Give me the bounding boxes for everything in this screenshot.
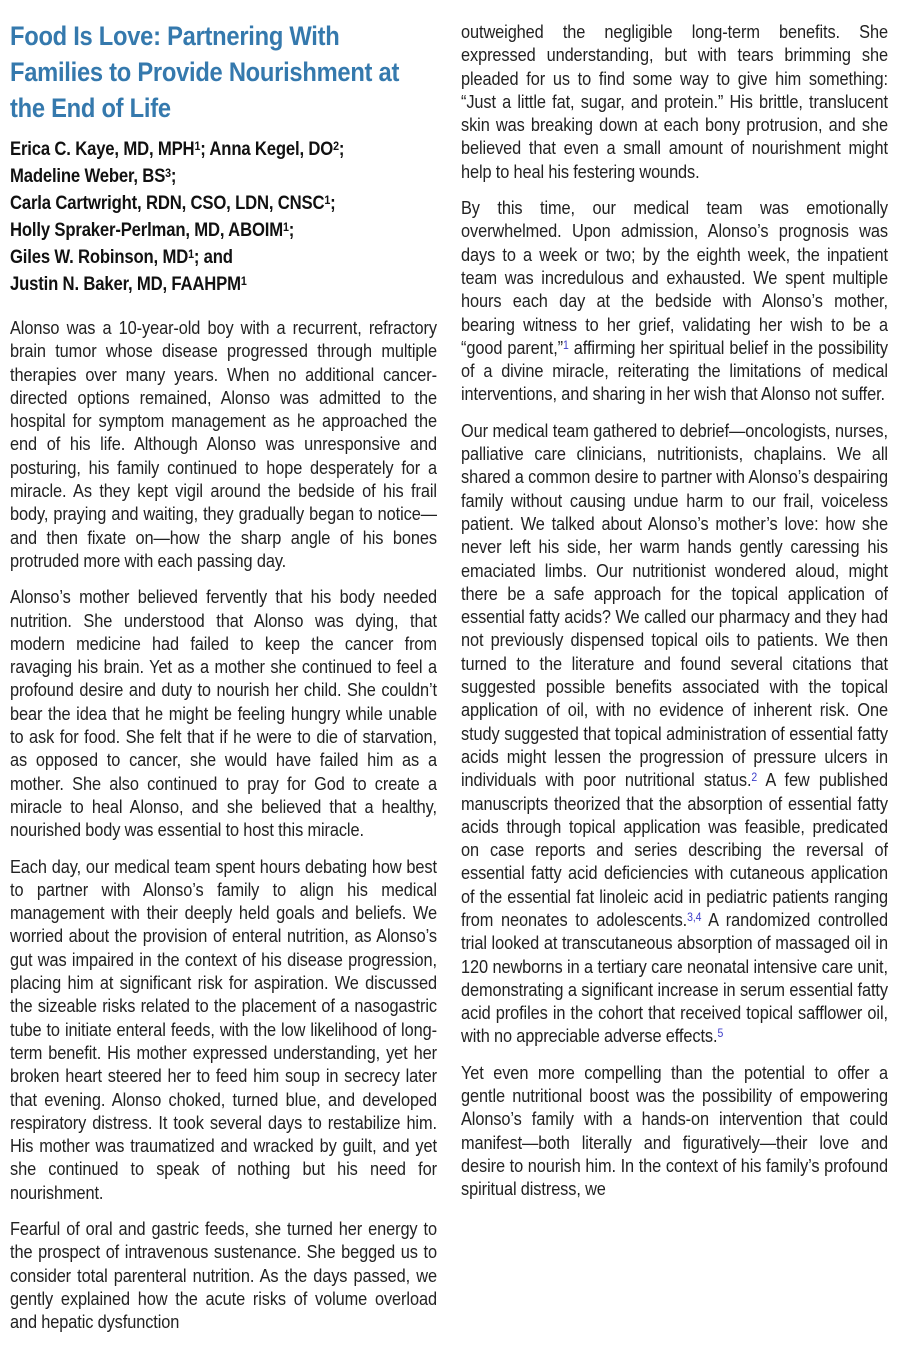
- reference-link[interactable]: 1: [563, 337, 569, 352]
- paragraph: By this time, our medical team was emotionally overwhelmed. Upon admission, Alonso’s prognosis was days to a week or two; by the eighth week, the inpatient team was incredulous and exhausted. We spent multiple hours each day at the bedside with Alonso’s mother, bearing witness to her grief, validating her wish to be a “good parent,”$^1$ affirming her spiritual belief in the possibility of a divine miracle, reiterating the limitations of medical interventions, and sharing in her wish that Alonso not suffer.: [461, 197, 888, 405]
- paragraph: Yet even more compelling than the potential to offer a gentle nutritional boost was the possibility of empowering Alonso’s family with a hands-on intervention that could manifest—both literally and figuratively—their love and desire to nourish him. In the context of his family’s profound spiritual distress, we: [461, 1061, 888, 1200]
- reference-link[interactable]: 5: [717, 1026, 724, 1041]
- paragraph: Fearful of oral and gastric feeds, she turned her energy to the prospect of intravenous sustenance. She begged us to consider total parenteral nutrition. As the days passed, we gently explained how the acute risks of volume overload and hepatic dysfunction: [10, 1217, 437, 1333]
- affiliation-marker: 1: [324, 192, 331, 207]
- affiliation-marker: 3: [165, 165, 171, 180]
- author-line: Giles W. Robinson, MD$^1$; and: [10, 246, 233, 268]
- author-line: Erica C. Kaye, MD, MPH$^1$; Anna Kegel, DO$^2$;: [10, 138, 345, 160]
- affiliation-marker: 1: [194, 138, 201, 153]
- author-line: Carla Cartwright, RDN, CSO, LDN, CNSC$^1$;: [10, 192, 336, 214]
- author-line: Holly Spraker-Perlman, MD, ABOIM$^1$;: [10, 219, 295, 241]
- paragraph: Each day, our medical team spent hours debating how best to partner with Alonso’s family to align his medical management with their deeply held goals and beliefs. We worried about the provision of enteral nutrition, as Alonso’s gut was impaired in the context of his disease progression, placing him at significant risk for aspiration. We discussed the sizeable risks related to the placement of a nasogastric tube to initiate enteral feeds, with the low likelihood of long-term benefit. His mother expressed understanding, yet her broken heart steered her to feed him soup in secrecy later that evening. Alonso choked, turned blue, and developed respiratory distress. It took several days to restabilize him. His mother was traumatized and wracked by guilt, and yet she continued to speak of nothing but his need for nourishment.: [10, 855, 437, 1203]
- paragraph: Alonso was a 10-year-old boy with a recurrent, refractory brain tumor whose disease progressed through multiple therapies over many years. When no additional cancer-directed options remained, Alonso was admitted to the hospital for symptom management as he approached the end of his life. Although Alonso was unresponsive and posturing, his family continued to hope desperately for a miracle. As they kept vigil around the bedside of his frail body, praying and waiting, they gradually began to notice—and then fixate on—how the sharp angle of his bones protruded more with each passing day.: [10, 317, 437, 571]
- affiliation-marker: 2: [333, 138, 339, 153]
- paragraph: outweighed the negligible long-term benefits. She expressed understanding, but with tears brimming she pleaded for us to find some way to give him something: “Just a little fat, sugar, and protein.” His brittle, translucent skin was breaking down at each bony protrusion, and she believed that even a small amount of nourishment might help to heal his festering wounds.: [461, 21, 888, 182]
- affiliation-marker: 1: [240, 273, 247, 288]
- column-left: [10, 14, 437, 1366]
- reference-link[interactable]: 3,4: [687, 909, 702, 924]
- column-right: [461, 14, 888, 1366]
- author-line: Madeline Weber, BS$^3$;: [10, 165, 177, 187]
- affiliation-marker: 1: [282, 219, 289, 234]
- affiliation-marker: 1: [188, 246, 194, 261]
- reference-link[interactable]: 2: [751, 769, 758, 784]
- author-line: Justin N. Baker, MD, FAAHPM$^1$: [10, 273, 247, 295]
- author-block: [10, 136, 437, 298]
- article-title: Food Is Love: Partnering With Families to Provide Nourishment at the End of Life: [10, 21, 400, 123]
- paragraph: Alonso’s mother believed fervently that his body needed nutrition. She understood that Alonso was dying, that modern medicine had failed to keep the cancer from ravaging his brain. Yet as a mother she continued to feel a profound desire and duty to nourish her child. She couldn’t bear the idea that he might be feeling hungry while unable to ask for food. She felt that if he were to die of starvation, as opposed to cancer, she would have failed him as a mother. She also continued to pray for God to create a miracle to heal Alonso, and she believed that a healthy, nourished body was essential to host this miracle.: [10, 586, 437, 841]
- paragraph: Our medical team gathered to debrief—oncologists, nurses, palliative care clinicians, nutritionists, chaplains. We all shared a common desire to partner with Alonso’s despairing family without causing undue harm to our frail, voiceless patient. We talked about Alonso’s mother’s love: how she never left his side, her warm hands gently caressing his emaciated limbs. Our nutritionist wondered aloud, might there be a safe approach for the topical application of essential fatty acids? We called our pharmacy and they had not previously dispensed topical oils to patients. We then turned to the literature and found several citations that suggested possible benefits associated with the topical application of oil, with no evidence of inherent risk. One study suggested that topical administration of essential fatty acids might lessen the progression of pressure ulcers in individuals with poor nutritional status.$^2$ A few published manuscripts theorized that the absorption of essential fatty acids through topical application was feasible, predicated on case reports and series describing the reversal of essential fatty acid deficiencies with cutaneous application of the essential fat linoleic acid in pediatric patients ranging from neonates to adolescents.$^{3,4}$ A randomized controlled trial looked at transcutaneous absorption of massaged oil in 120 newborns in a tertiary care neonatal intensive care unit, demonstrating a significant increase in serum essential fatty acid profiles in the cohort that received topical safflower oil, with no appreciable adverse effects.$^5$: [461, 419, 888, 1047]
